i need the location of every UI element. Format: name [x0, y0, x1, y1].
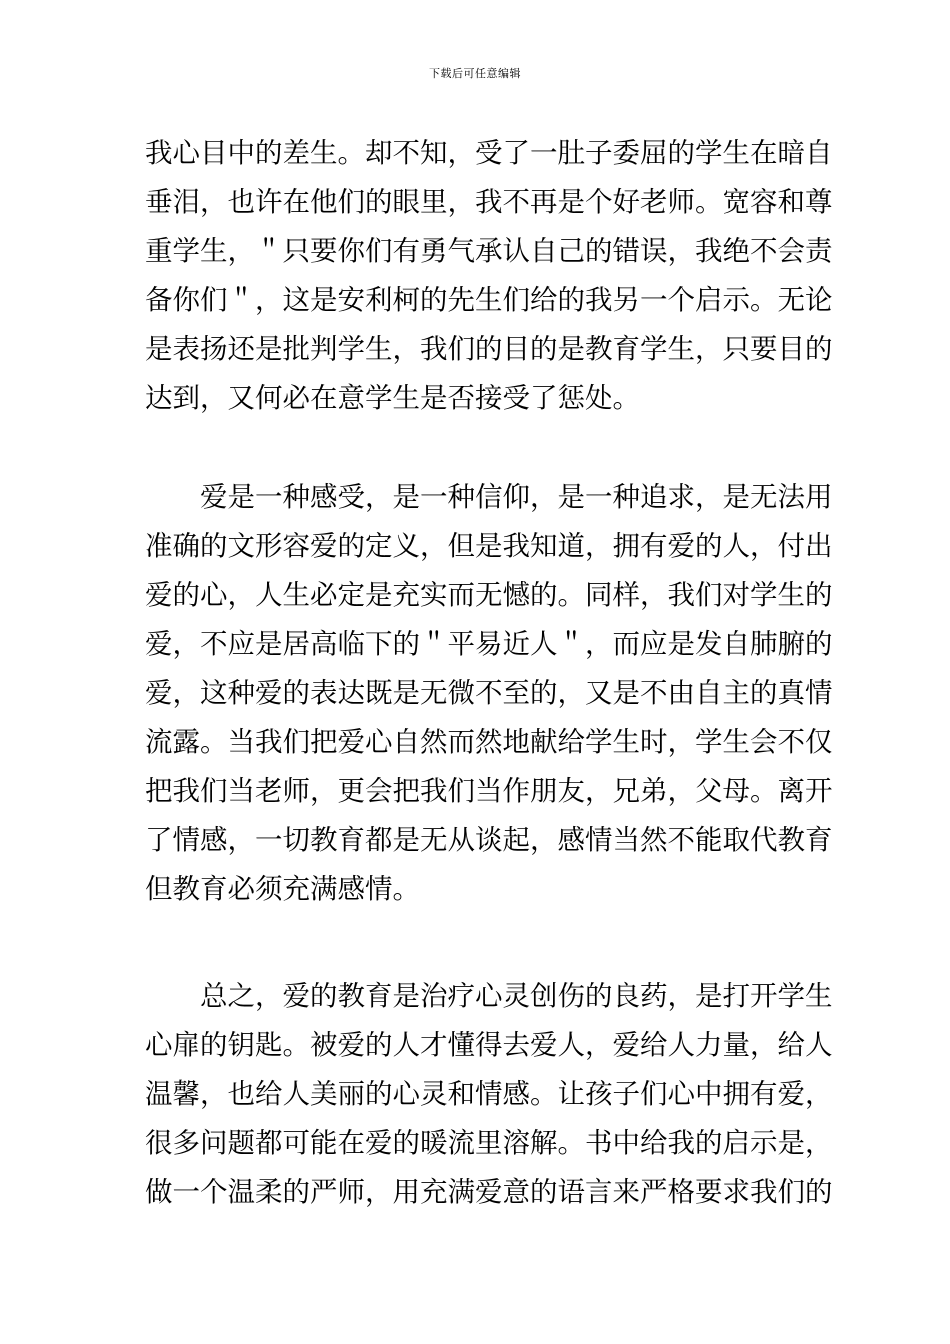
- text-line: 备你们＂，这是安利柯的先生们给的我另一个启示。无论: [145, 284, 833, 316]
- text-line: 爱，不应是居高临下的＂平易近人＂，而应是发自肺腑的: [145, 628, 833, 660]
- text-line: 垂泪，也许在他们的眼里，我不再是个好老师。宽容和尊: [145, 186, 833, 218]
- text-line: 心扉的钥匙。被爱的人才懂得去爱人，爱给人力量，给人: [145, 1029, 833, 1061]
- text-line: 流露。当我们把爱心自然而然地献给学生时，学生会不仅: [145, 726, 833, 758]
- text-line: 达到，又何必在意学生是否接受了惩处。: [145, 382, 640, 414]
- text-line: 很多问题都可能在爱的暖流里溶解。书中给我的启示是，: [145, 1127, 833, 1159]
- page-header: 下载后可任意编辑: [429, 67, 521, 80]
- text-line: 爱，这种爱的表达既是无微不至的，又是不由自主的真情: [145, 677, 833, 709]
- text-line: 重学生，＂只要你们有勇气承认自己的错误，我绝不会责: [145, 235, 833, 267]
- text-line: 爱是一种感受，是一种信仰，是一种追求，是无法用: [145, 481, 833, 513]
- text-line: 做一个温柔的严师，用充满爱意的语言来严格要求我们的: [145, 1176, 833, 1208]
- text-line: 爱的心，人生必定是充实而无憾的。同样，我们对学生的: [145, 579, 833, 611]
- text-line: 了情感，一切教育都是无从谈起，感情当然不能取代教育: [145, 824, 833, 856]
- paragraph-2: [145, 473, 833, 914]
- paragraph-3: [145, 972, 833, 1217]
- text-line: 把我们当老师，更会把我们当作朋友，兄弟，父母。离开: [145, 775, 833, 807]
- text-line: 我心目中的差生。却不知，受了一肚子委屈的学生在暗自: [145, 137, 833, 169]
- text-line: 准确的文形容爱的定义，但是我知道，拥有爱的人，付出: [145, 530, 833, 562]
- text-line: 是表扬还是批判学生，我们的目的是教育学生，只要目的: [145, 333, 833, 365]
- text-line: 但教育必须充满感情。: [145, 873, 420, 905]
- text-line: 温馨，也给人美丽的心灵和情感。让孩子们心中拥有爱，: [145, 1078, 833, 1110]
- paragraph-1: [145, 129, 833, 423]
- text-line: 总之，爱的教育是治疗心灵创伤的良药，是打开学生: [145, 980, 833, 1012]
